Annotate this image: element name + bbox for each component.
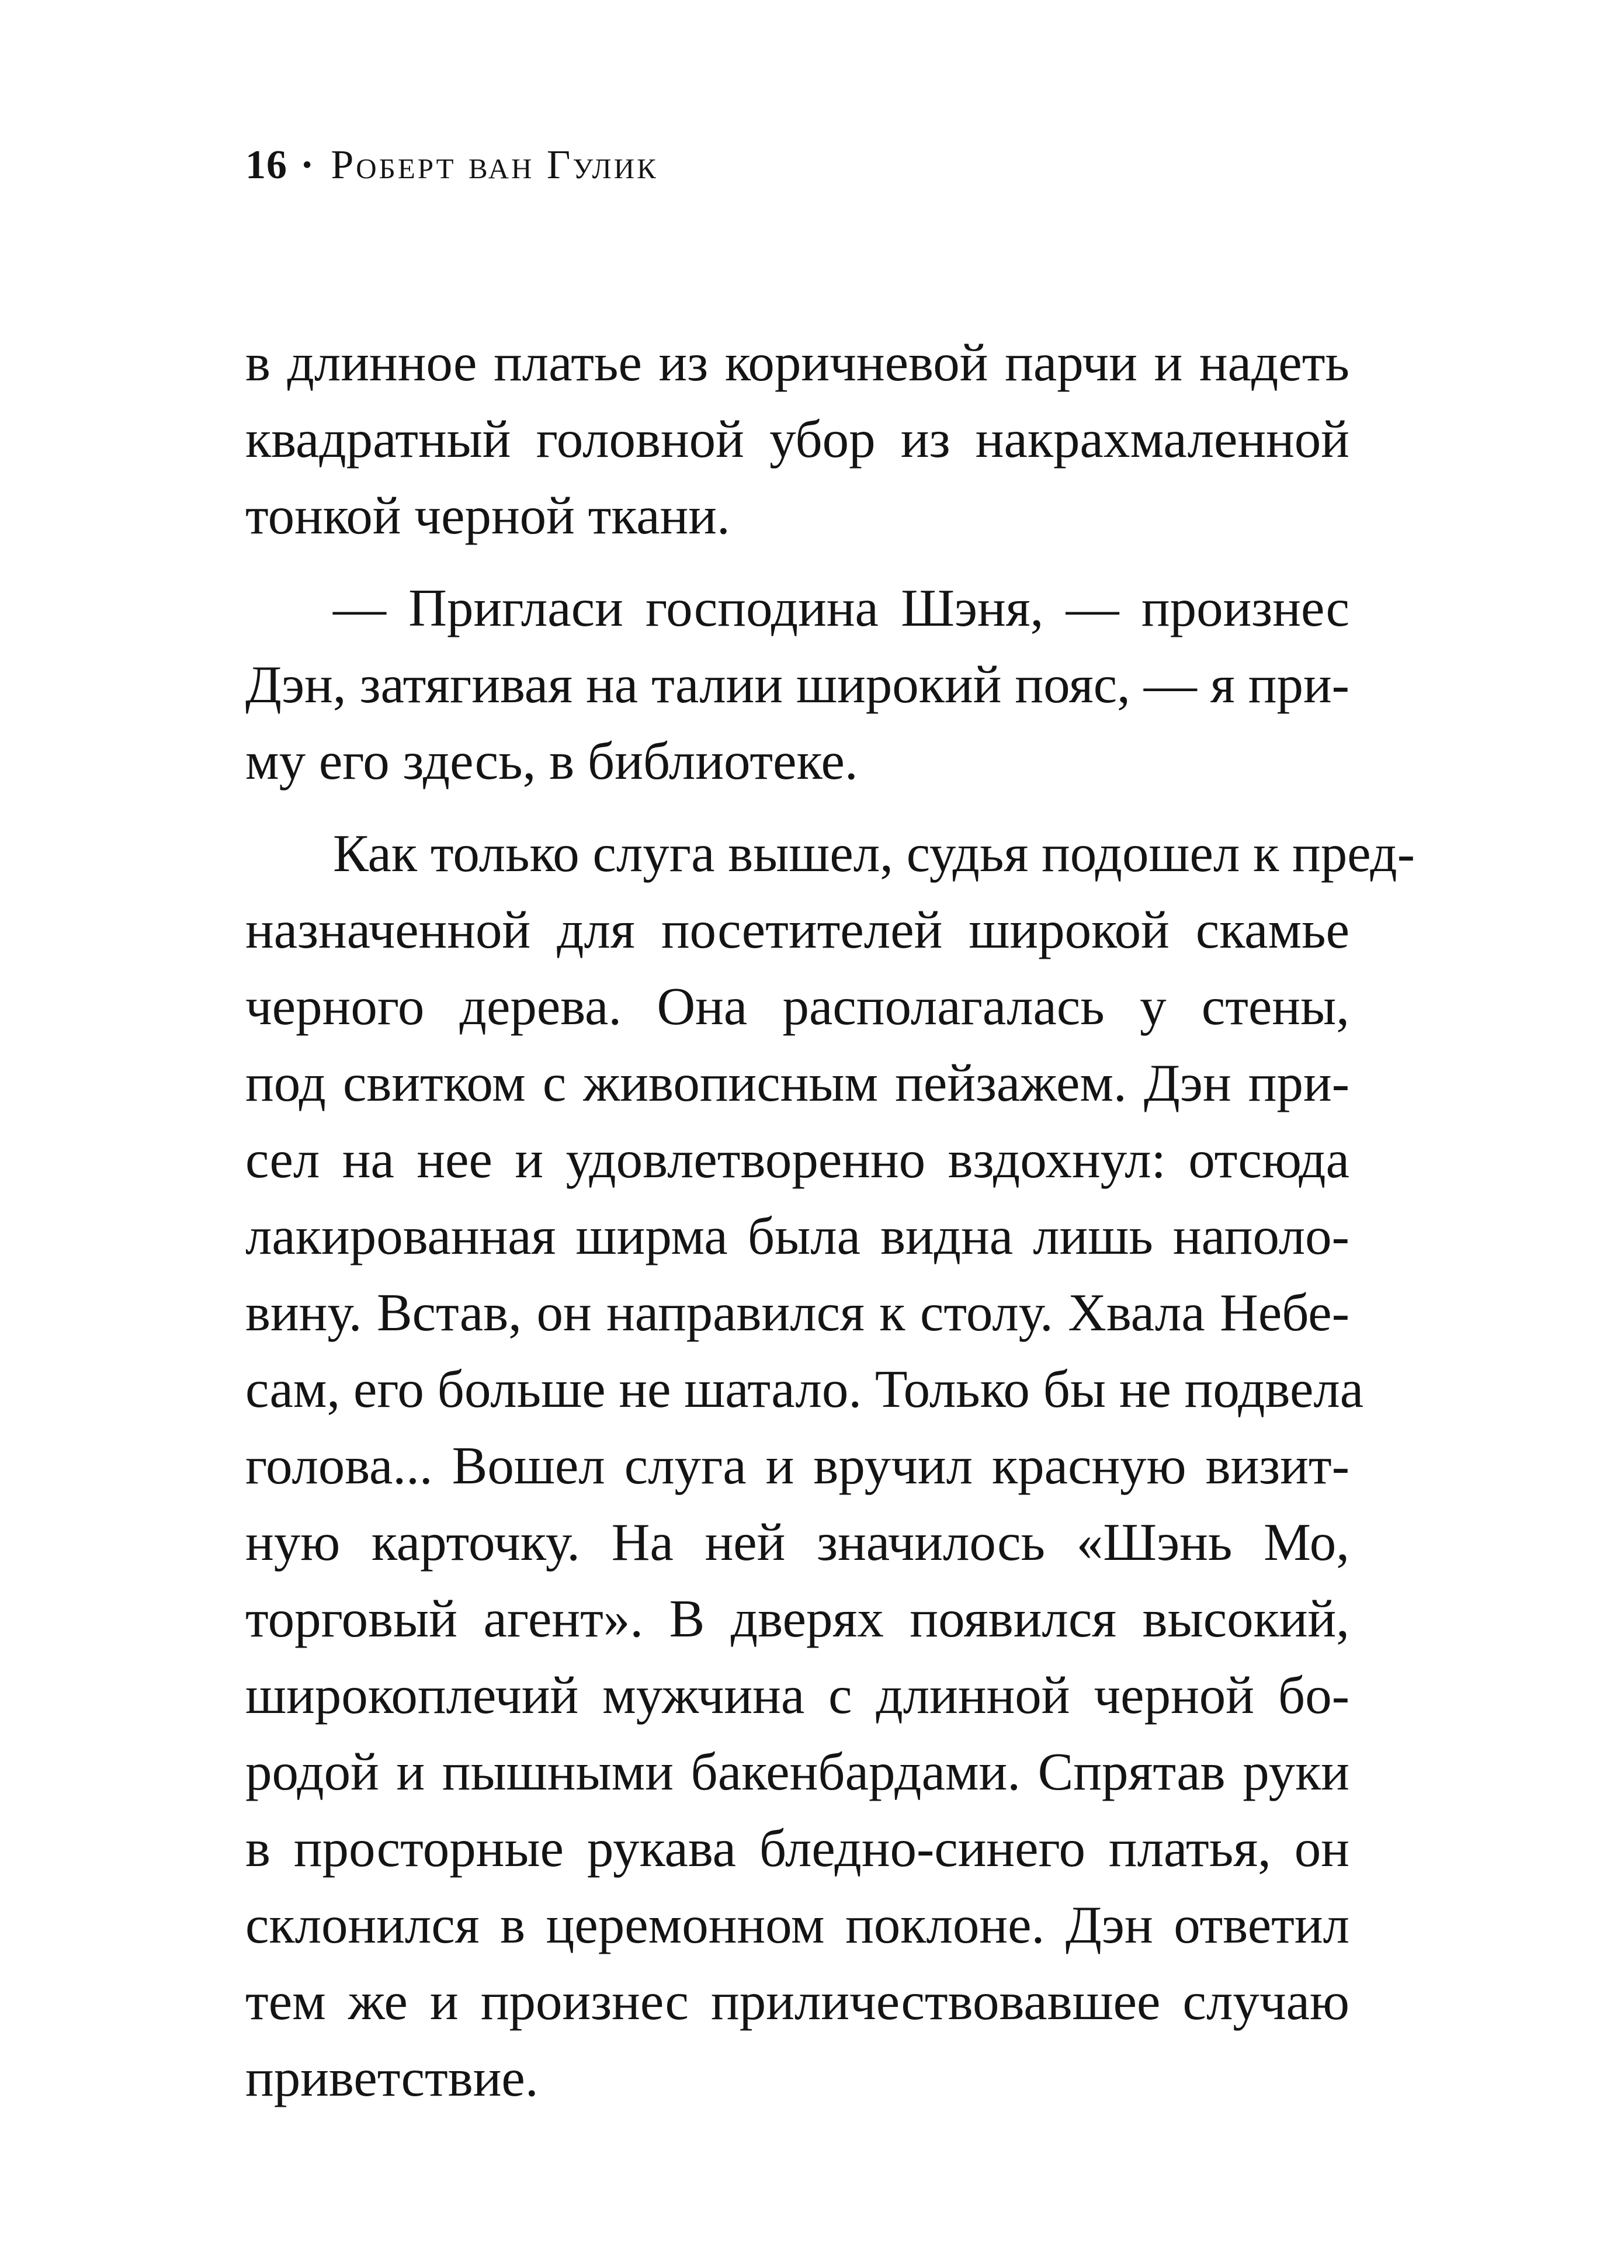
text-line: под свитком с живописным пейзажем. Дэн при- [245, 1053, 1349, 1112]
running-head [245, 139, 658, 192]
text-line: Дэн, затягивая на талии широкий пояс, — я при- [245, 655, 1349, 714]
text-line: му его здесь, в библиотеке. [245, 731, 858, 790]
text-line: ную карточку. На ней значилось «Шэнь Мо, [245, 1513, 1349, 1572]
text-line: сел на нее и удовлетворенно вздохнул: отсюда [245, 1130, 1349, 1189]
text-line: приветствие. [245, 2048, 539, 2107]
text-line: голова... Вошел слуга и вручил красную визит- [245, 1436, 1349, 1495]
page-number: 16 [245, 143, 287, 188]
author-name: Роберт ван Гулик [331, 143, 658, 188]
text-line: черного дерева. Она располагалась у стены, [245, 977, 1349, 1036]
text-line: — Пригласи господина Шэня, — произнес [333, 578, 1349, 637]
paragraph-gap [245, 554, 1349, 570]
text-line: широкоплечий мужчина с длинной черной бо- [245, 1666, 1349, 1725]
text-line: лакированная ширма была видна лишь наполо- [245, 1206, 1349, 1265]
text-line: тонкой черной ткани. [245, 486, 730, 545]
body-text [245, 324, 1415, 2116]
text-line: квадратный головной убор из накрахмаленной [245, 410, 1349, 469]
text-line: в длинное платье из коричневой парчи и надеть [245, 333, 1349, 392]
text-line: назначенной для посетителей широкой скамье [245, 900, 1349, 959]
text-line: родой и пышными бакенбардами. Спрятав руки [245, 1742, 1349, 1801]
text-line: вину. Встав, он направился к столу. Хвала Небе- [245, 1283, 1349, 1342]
text-line: торговый агент». В дверях появился высокий, [245, 1589, 1349, 1648]
paragraph-gap [245, 799, 1349, 815]
text-line: сам, его больше не шатало. Только бы не подвела [245, 1360, 1364, 1419]
text-line: тем же и произнес приличествовавшее случаю [245, 1972, 1349, 2031]
text-line: склонился в церемонном поклоне. Дэн ответил [245, 1895, 1349, 1954]
header-separator: · [300, 143, 316, 188]
text-line: Как только слуга вышел, судья подошел к пред- [333, 824, 1415, 883]
text-line: в просторные рукава бледно-синего платья, он [245, 1819, 1349, 1878]
